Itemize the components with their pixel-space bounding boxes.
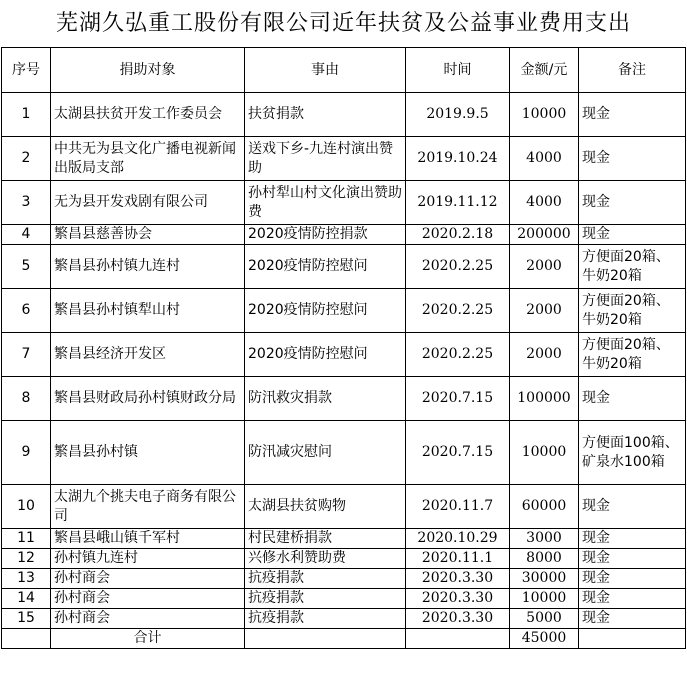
row-note: 现金	[579, 181, 686, 225]
total-amount: 45000	[510, 629, 579, 649]
table-row	[2, 225, 686, 245]
table-row	[2, 529, 686, 549]
row-reason: 防汛减灾慰问	[245, 421, 406, 485]
table-row	[2, 245, 686, 289]
table-row	[2, 589, 686, 609]
row-date: 2020.10.29	[406, 529, 510, 549]
row-date: 2020.7.15	[406, 421, 510, 485]
row-note: 现金	[579, 609, 686, 629]
row-index: 13	[2, 569, 51, 589]
row-recipient: 孙村商会	[51, 609, 245, 629]
row-reason: 防汛救灾捐款	[245, 377, 406, 421]
document-title: 芜湖久弘重工股份有限公司近年扶贫及公益事业费用支出	[55, 11, 631, 36]
row-reason: 抗疫捐款	[245, 609, 406, 629]
header-date: 时间	[406, 48, 510, 93]
row-index: 14	[2, 589, 51, 609]
row-amount: 60000	[510, 485, 579, 529]
row-recipient: 太湖九个挑夫电子商务有限公司	[51, 485, 245, 529]
row-date: 2019.11.12	[406, 181, 510, 225]
row-note: 方便面20箱、牛奶20箱	[579, 289, 686, 333]
row-index: 12	[2, 549, 51, 569]
table-row	[2, 609, 686, 629]
row-reason: 村民建桥捐款	[245, 529, 406, 549]
row-reason: 抗疫捐款	[245, 589, 406, 609]
row-date: 2020.11.1	[406, 549, 510, 569]
table-row	[2, 137, 686, 181]
row-recipient: 孙村镇九连村	[51, 549, 245, 569]
row-reason: 2020疫情防控慰问	[245, 289, 406, 333]
row-recipient: 太湖县扶贫开发工作委员会	[51, 93, 245, 137]
table-body	[2, 93, 686, 629]
table-row	[2, 93, 686, 137]
row-index: 6	[2, 289, 51, 333]
total-note-cell	[579, 629, 686, 649]
row-recipient: 中共无为县文化广播电视新闻出版局支部	[51, 137, 245, 181]
row-amount: 4000	[510, 181, 579, 225]
row-note: 现金	[579, 485, 686, 529]
row-amount: 10000	[510, 421, 579, 485]
header-index: 序号	[2, 48, 51, 93]
row-note: 方便面20箱、牛奶20箱	[579, 333, 686, 377]
row-recipient: 繁昌县财政局孙村镇财政分局	[51, 377, 245, 421]
row-note: 现金	[579, 589, 686, 609]
row-recipient: 繁昌县慈善协会	[51, 225, 245, 245]
row-note: 现金	[579, 225, 686, 245]
row-index: 8	[2, 377, 51, 421]
table-row	[2, 549, 686, 569]
table-row	[2, 569, 686, 589]
total-label: 合计	[51, 629, 245, 649]
row-amount: 2000	[510, 289, 579, 333]
row-recipient: 孙村商会	[51, 569, 245, 589]
row-reason: 太湖县扶贫购物	[245, 485, 406, 529]
header-recipient: 捐助对象	[51, 48, 245, 93]
row-date: 2019.10.24	[406, 137, 510, 181]
total-row	[2, 629, 686, 649]
row-index: 1	[2, 93, 51, 137]
table-header-row	[2, 48, 686, 93]
row-date: 2020.2.25	[406, 333, 510, 377]
row-amount: 3000	[510, 529, 579, 549]
row-recipient: 繁昌县孙村镇	[51, 421, 245, 485]
row-recipient: 繁昌县孙村镇犁山村	[51, 289, 245, 333]
row-reason: 2020疫情防控慰问	[245, 245, 406, 289]
row-reason: 送戏下乡-九连村演出赞助	[245, 137, 406, 181]
table-row	[2, 377, 686, 421]
table-row	[2, 421, 686, 485]
row-index: 15	[2, 609, 51, 629]
row-amount: 5000	[510, 609, 579, 629]
row-note: 现金	[579, 137, 686, 181]
row-amount: 10000	[510, 93, 579, 137]
row-note: 现金	[579, 549, 686, 569]
row-date: 2020.2.25	[406, 245, 510, 289]
row-note: 现金	[579, 569, 686, 589]
row-date: 2020.7.15	[406, 377, 510, 421]
header-note: 备注	[579, 48, 686, 93]
header-amount: 金额/元	[510, 48, 579, 93]
total-date-cell	[406, 629, 510, 649]
row-index: 7	[2, 333, 51, 377]
row-note: 现金	[579, 529, 686, 549]
total-reason-cell	[245, 629, 406, 649]
header-reason: 事由	[245, 48, 406, 93]
row-date: 2020.3.30	[406, 569, 510, 589]
row-amount: 2000	[510, 333, 579, 377]
row-index: 11	[2, 529, 51, 549]
row-recipient: 繁昌县峨山镇千军村	[51, 529, 245, 549]
row-recipient: 繁昌县经济开发区	[51, 333, 245, 377]
row-date: 2020.3.30	[406, 609, 510, 629]
table-row	[2, 181, 686, 225]
row-amount: 4000	[510, 137, 579, 181]
table-row	[2, 485, 686, 529]
row-date: 2020.3.30	[406, 589, 510, 609]
row-recipient: 繁昌县孙村镇九连村	[51, 245, 245, 289]
row-index: 10	[2, 485, 51, 529]
row-reason: 兴修水利赞助费	[245, 549, 406, 569]
row-note: 现金	[579, 377, 686, 421]
row-recipient: 无为县开发戏剧有限公司	[51, 181, 245, 225]
table-row	[2, 333, 686, 377]
row-amount: 100000	[510, 377, 579, 421]
row-date: 2020.2.25	[406, 289, 510, 333]
row-note: 方便面20箱、牛奶20箱	[579, 245, 686, 289]
expense-table	[1, 47, 686, 649]
row-recipient: 孙村商会	[51, 589, 245, 609]
row-reason: 孙村犁山村文化演出赞助费	[245, 181, 406, 225]
row-note: 现金	[579, 93, 686, 137]
row-amount: 2000	[510, 245, 579, 289]
row-amount: 200000	[510, 225, 579, 245]
row-note: 方便面100箱、矿泉水100箱	[579, 421, 686, 485]
row-index: 5	[2, 245, 51, 289]
row-index: 9	[2, 421, 51, 485]
row-index: 3	[2, 181, 51, 225]
row-index: 2	[2, 137, 51, 181]
row-reason: 2020疫情防控捐款	[245, 225, 406, 245]
row-index: 4	[2, 225, 51, 245]
row-amount: 30000	[510, 569, 579, 589]
total-index-cell	[2, 629, 51, 649]
row-reason: 抗疫捐款	[245, 569, 406, 589]
row-date: 2020.2.18	[406, 225, 510, 245]
table-row	[2, 289, 686, 333]
row-amount: 8000	[510, 549, 579, 569]
row-reason: 2020疫情防控慰问	[245, 333, 406, 377]
row-reason: 扶贫捐款	[245, 93, 406, 137]
row-date: 2020.11.7	[406, 485, 510, 529]
row-amount: 10000	[510, 589, 579, 609]
row-date: 2019.9.5	[406, 93, 510, 137]
